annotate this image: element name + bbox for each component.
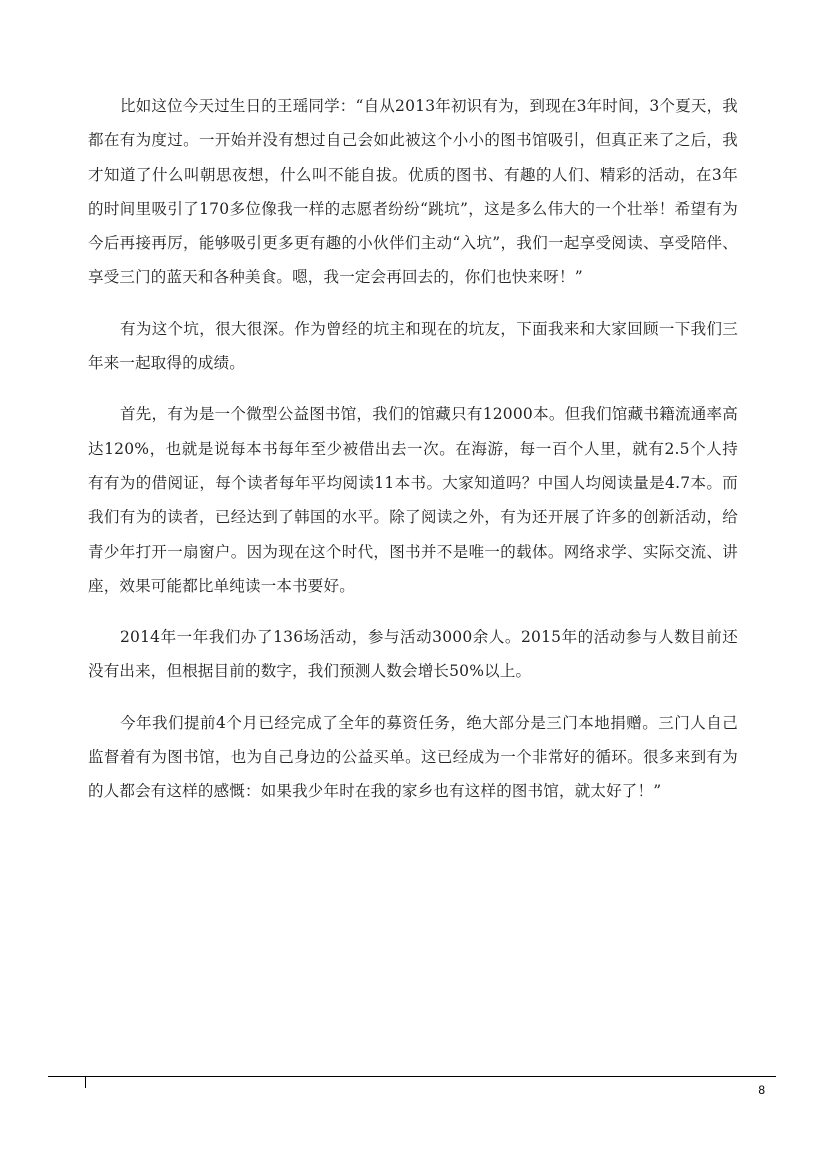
paragraph-5: 今年我们提前4个月已经完成了全年的募资任务，绝大部分是三门本地捐赠。三门人自己监督着有为图书馆，也为自己身边的公益买单。这已经成为一个非常好的循环。很多来到有为的人都会有这样的感慨：如果我少年时在我的家乡也有这样的图书馆，就太好了！”	[88, 713, 738, 801]
footer-tick-mark	[85, 1077, 86, 1088]
document-body	[88, 89, 738, 826]
footer-divider	[48, 1076, 776, 1077]
paragraph-3: 首先，有为是一个微型公益图书馆，我们的馆藏只有12000本。但我们馆藏书籍流通率高达120%，也就是说每本书每年至少被借出去一次。在海游，每一百个人里，就有2.5个人持有有为的借阅证，每个读者每年平均阅读11本书。大家知道吗？中国人均阅读量是4.7本。而我们有为的读者，已经达到了韩国的水平。除了阅读之外，有为还开展了许多的创新活动，给青少年打开一扇窗户。因为现在这个时代，图书并不是唯一的载体。网络求学、实际交流、讲座，效果可能都比单纯读一本书要好。	[88, 405, 738, 595]
paragraph-1: 比如这位今天过生日的王瑶同学：“自从2013年初识有为，到现在3年时间，3个夏天，我都在有为度过。一开始并没有想过自己会如此被这个小小的图书馆吸引，但真正来了之后，我才知道了什么叫朝思夜想，什么叫不能自拔。优质的图书、有趣的人们、精彩的活动，在3年的时间里吸引了170多位像我一样的志愿者纷纷“跳坑”，这是多么伟大的一个壮举！希望有为今后再接再厉，能够吸引更多更有趣的小伙伴们主动“入坑”，我们一起享受阅读、享受陪伴、享受三门的蓝天和各种美食。嗯，我一定会再回去的，你们也快来呀！”	[88, 97, 738, 287]
paragraph-4: 2014年一年我们办了136场活动，参与活动3000余人。2015年的活动参与人数目前还没有出来，但根据目前的数字，我们预测人数会增长50%以上。	[88, 628, 738, 681]
paragraph-2: 有为这个坑，很大很深。作为曾经的坑主和现在的坑友，下面我来和大家回顾一下我们三年来一起取得的成绩。	[88, 319, 738, 373]
page-number: 8	[758, 1083, 765, 1097]
